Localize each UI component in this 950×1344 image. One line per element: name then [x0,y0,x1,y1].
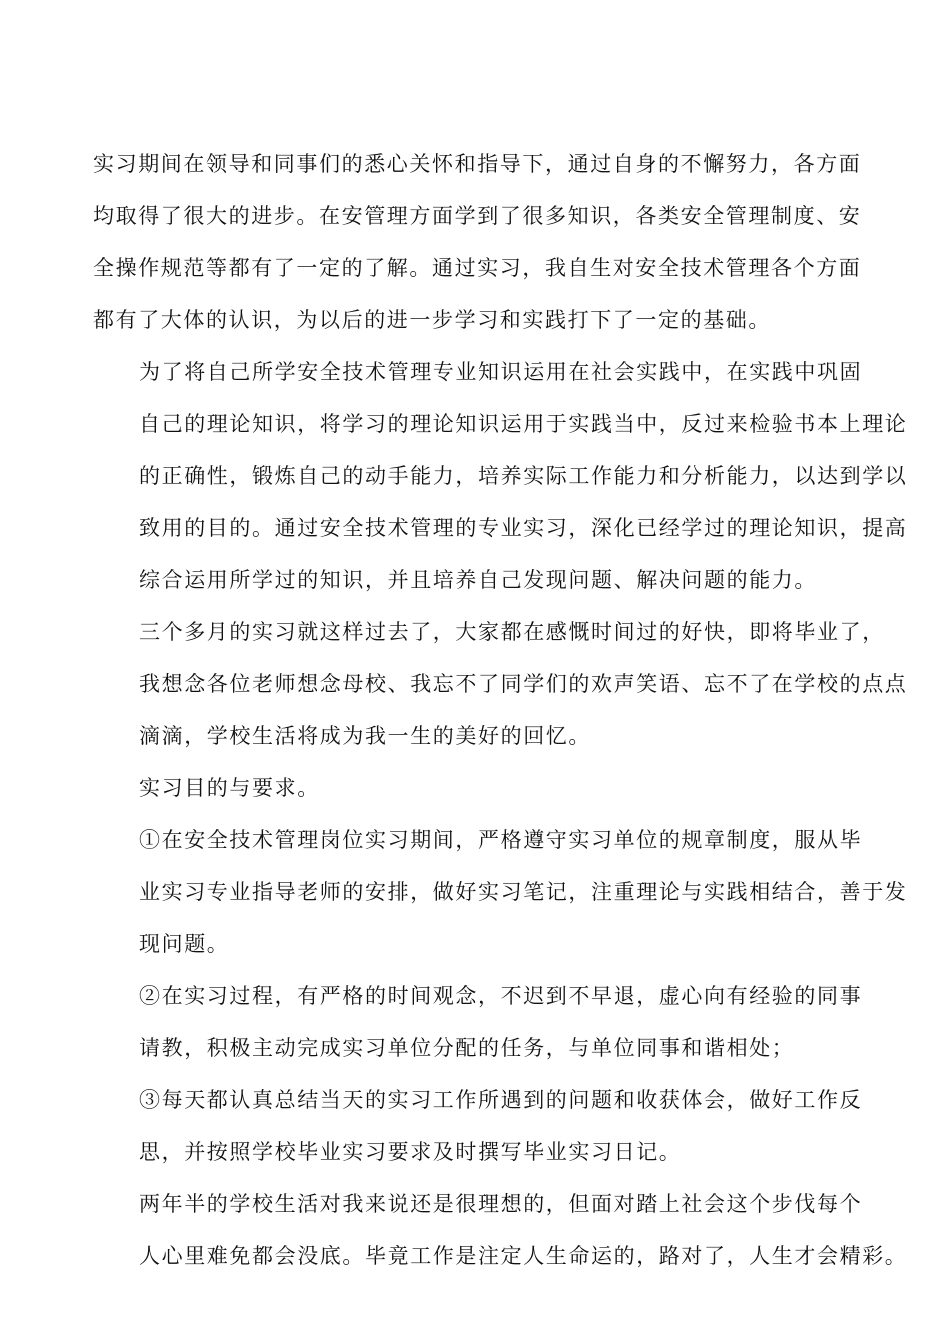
text-line: 均取得了很大的进步。在安管理方面学到了很多知识，各类安全管理制度、安 [93,204,862,228]
document-body [93,138,908,1282]
text-line: 人心里难免都会没底。毕竟工作是注定人生命运的，路对了，人生才会精彩。 [139,1244,908,1268]
text-line: 实习目的与要求。 [139,776,320,800]
text-line: 两年半的学校生活对我来说还是很理想的，但面对踏上社会这个步伐每个 [139,1192,863,1216]
text-line: 综合运用所学过的知识，并且培养自己发现问题、解决问题的能力。 [139,568,817,592]
paragraph [93,1178,908,1282]
text-line: 致用的目的。通过安全技术管理的专业实习，深化已经学过的理论知识，提高 [139,516,908,540]
paragraph [93,970,863,1074]
text-line: 我想念各位老师想念母校、我忘不了同学们的欢声笑语、忘不了在学校的点点 [139,672,908,696]
paragraph [93,606,908,762]
text-line: 现问题。 [139,932,230,956]
paragraph [93,1074,863,1178]
paragraph [93,814,908,970]
text-line: ③每天都认真总结当天的实习工作所遇到的问题和收获体会，做好工作反 [139,1088,863,1112]
text-line: 都有了大体的认识，为以后的进一步学习和实践打下了一定的基础。 [93,308,771,332]
paragraph [93,138,862,346]
text-line: 滴滴，学校生活将成为我一生的美好的回忆。 [139,724,591,748]
text-line: 全操作规范等都有了一定的了解。通过实习，我自生对安全技术管理各个方面 [93,256,862,280]
text-line: 业实习专业指导老师的安排，做好实习笔记，注重理论与实践相结合，善于发 [139,880,908,904]
text-line: 的正确性，锻炼自己的动手能力，培养实际工作能力和分析能力，以达到学以 [139,464,908,488]
text-line: ②在实习过程，有严格的时间观念，不迟到不早退，虚心向有经验的同事 [139,984,863,1008]
text-line: 为了将自己所学安全技术管理专业知识运用在社会实践中，在实践中巩固 [139,360,863,384]
paragraph [93,762,859,814]
text-line: 三个多月的实习就这样过去了，大家都在感慨时间过的好快，即将毕业了， [139,620,885,644]
paragraph [93,346,908,606]
text-line: 实习期间在领导和同事们的悉心关怀和指导下，通过自身的不懈努力，各方面 [93,152,862,176]
text-line: 请教，积极主动完成实习单位分配的任务，与单位同事和谐相处； [139,1036,795,1060]
text-line: 自己的理论知识，将学习的理论知识运用于实践当中，反过来检验书本上理论 [139,412,908,436]
text-line: ①在安全技术管理岗位实习期间，严格遵守实习单位的规章制度，服从毕 [139,828,863,852]
text-line: 思，并按照学校毕业实习要求及时撰写毕业实习日记。 [139,1140,682,1164]
